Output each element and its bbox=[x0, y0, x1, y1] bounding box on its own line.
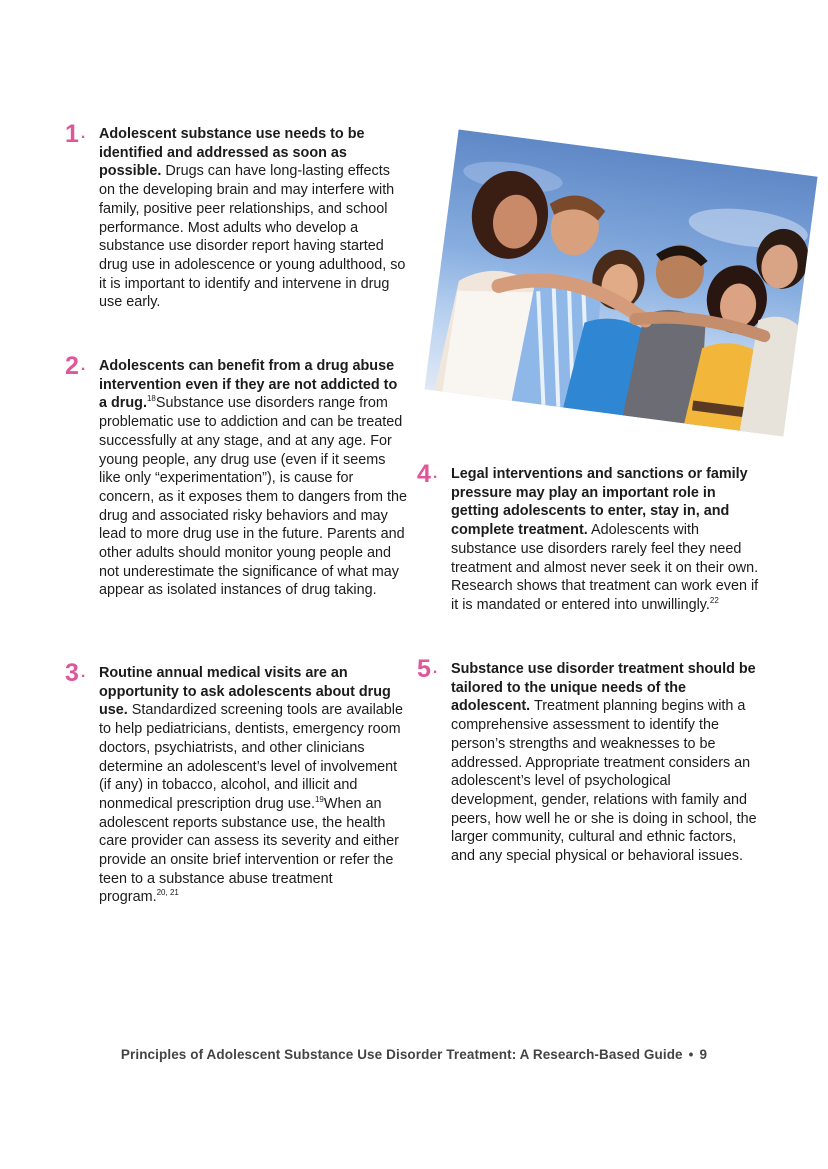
principle-lead: Legal interventions and sanctions or family pressure may play an important role in getting adolescents to enter, stay in, and complete treatment. bbox=[451, 466, 748, 539]
principle-5 bbox=[417, 655, 761, 866]
footer-title: Principles of Adolescent Substance Use Disorder Treatment: A Research-Based Guide bbox=[120, 1047, 683, 1062]
principle-number: 4 . bbox=[417, 460, 438, 488]
principle-text: When an adolescent reports substance use, the health care provider can assess its severity and either provide an onsite brief intervention or refer the teen to a substance abuse treatment program. bbox=[99, 795, 399, 906]
principle-1 bbox=[65, 120, 409, 312]
principle-3 bbox=[65, 659, 405, 907]
principle-body bbox=[451, 465, 761, 615]
principle-4 bbox=[417, 460, 761, 615]
principle-number: 1 . bbox=[65, 120, 86, 148]
principle-text: Standardized screening tools are available to help pediatricians, dentists, emergency room doctors, psychiatrists, and other clinicians determine an adolescent’s level of involvement (if any) in tobacco, alcohol, and illicit and nonmedical prescription drug use. bbox=[99, 702, 403, 812]
citation: 18 bbox=[146, 394, 156, 404]
principle-text: Adolescents with substance use disorders rarely feel they need treatment and almost never seek it on their own. Research shows that treatment can work even if it is mandated or entered into unwillingly. bbox=[451, 522, 759, 613]
citation: 20, 21 bbox=[156, 888, 179, 898]
citation: 19 bbox=[314, 794, 324, 804]
principle-lead: Substance use disorder treatment should be tailored to the unique needs of the adolescent. bbox=[451, 661, 756, 715]
principle-lead: Adolescents can benefit from a drug abuse intervention even if they are not addicted to a drug. bbox=[99, 358, 398, 412]
page-number: 9 bbox=[699, 1047, 708, 1062]
principle-number: 5 . bbox=[417, 655, 438, 683]
principle-lead: Routine annual medical visits are an opportunity to ask adolescents about drug use. bbox=[99, 665, 391, 719]
principle-text: Treatment planning begins with a comprehensive assessment to identify the person’s strengths and weaknesses to be addressed. Appropriate treatment considers an adolescent’s level of psychological development, gender, relations with family and peers, how well he or she is doing in school, the larger community, cultural and ethnic factors, and any special physical or behavioral issues. bbox=[451, 698, 757, 865]
principle-body bbox=[99, 664, 405, 907]
principle-body bbox=[99, 357, 409, 600]
principle-text: Substance use disorders range from problematic use to addiction and can be treated successfully at any stage, and at any age. For young people, any drug use (even if it seems like only “experimentation”), is cause for concern, as it exposes them to dangers from the drug and associated risky behaviors and may lead to more drug use in the future. Parents and other adults should monitor young people and not underestimate the significance of what may appear as isolated instances of drug taking. bbox=[99, 395, 407, 599]
principle-text: Drugs can have long-lasting effects on the developing brain and may interfere with family, positive peer relationships, and school performance. Most adults who develop a substance use disorder report having started drug use in adolescence or young adulthood, so it is important to identify and intervene in drug use early. bbox=[99, 163, 406, 311]
footer-bullet: • bbox=[688, 1047, 694, 1062]
principle-number: 3 . bbox=[65, 659, 86, 687]
principle-body bbox=[451, 660, 761, 866]
teens-group-photo bbox=[424, 129, 817, 436]
page-footer bbox=[0, 1047, 828, 1062]
citation: 22 bbox=[709, 595, 719, 605]
principle-lead: Adolescent substance use needs to be identified and addressed as soon as possible. bbox=[99, 126, 365, 180]
principle-body bbox=[99, 125, 409, 312]
teens-group-illustration bbox=[424, 129, 817, 436]
principle-number: 2 . bbox=[65, 352, 86, 380]
principle-2 bbox=[65, 352, 409, 600]
